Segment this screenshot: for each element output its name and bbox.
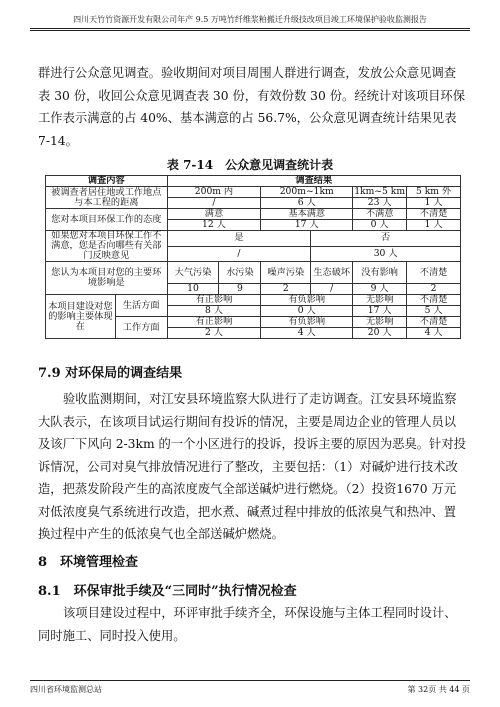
header-rule [30,28,470,29]
row4-val: / [311,284,353,295]
row4-opt: 不清楚 [407,262,461,284]
row5-life-val: 0 人 [261,306,353,317]
row1-label: 被调查者居住地或工作地点与本工程的距离 [46,187,168,209]
row3-val: / [167,246,311,262]
row2-opt: 基本满意 [261,209,353,220]
row5-opt: 不清楚 [407,295,461,306]
row4-opt: 没有影响 [353,262,407,284]
footer-rule [30,680,470,681]
row5-life-val: 17 人 [353,306,407,317]
header-content: 调查内容 [46,176,168,187]
section-7-9-paragraph: 验收监测期间，对江安县环境监察大队进行了走访调查。江安县环境监察大队表示，在该项目试运行期间有投诉的情况，主要是周边企业的管理人员以及该厂下风向 2-3km 的一个小区进行的投诉，投诉主要的原因为恶臭。针对投诉情况，公司对臭气排放情况进行了整改，主要包括：（1）对碱炉进行技术改造，把蒸发阶段产生的高浓度废气全部送碱炉进行燃烧。（2）投资1670 万元对低浓度臭气系统进行改造，把水煮、碱煮过程中排放的低浓臭气和热冲、置换过程中产生的低浓臭气也全部送碱炉燃烧。 [38,392,466,541]
row1-opt: 200m 内 [167,187,261,198]
row2-opt: 满意 [167,209,261,220]
row5-work-val: 4 人 [261,328,353,339]
row5-opt: 有负影响 [261,317,353,328]
row4-opt: 大气污染 [167,262,219,284]
row1-val: 23 人 [353,198,407,209]
row1-opt: 200m~1km [261,187,353,198]
row2-val: 17 人 [261,220,353,231]
row4-val: 10 [167,284,219,295]
row2-val: 0 人 [353,220,407,231]
row5-work-val: 2 人 [167,328,261,339]
row4-opt: 水污染 [219,262,261,284]
row5-work-val: 4 人 [407,328,461,339]
row2-val: 1 人 [407,220,461,231]
row5-life-val: 5 人 [407,306,461,317]
row5-opt: 不清楚 [407,317,461,328]
section-8-1-title: 8.1 环保审批手续及“三同时”执行情况检查 [38,584,297,599]
section-8-1-paragraph: 该项目建设过程中，环评审批手续齐全，环保设施与主体工程同时设计、同时施工、同时投入使用。 [38,606,457,643]
row1-val: / [167,198,261,209]
row5-opt: 有负影响 [261,295,353,306]
row3-val: 30 人 [311,246,461,262]
row2-val: 12 人 [167,220,261,231]
row3-opt: 否 [311,231,461,247]
row4-val: 2 [407,284,461,295]
row2-opt: 不清楚 [407,209,461,220]
row5-opt: 有正影响 [167,295,261,306]
row5-opt: 有正影响 [167,317,261,328]
row4-label: 您认为本项目对您的主要环境影响是 [46,262,168,295]
section-7-9-title: 7.9 对环保局的调查结果 [38,366,183,381]
survey-table [45,175,461,339]
row1-val: 1 人 [407,198,461,209]
row5-opt: 无影响 [353,295,407,306]
row5-sub-work: 工作方面 [115,317,167,339]
intro-paragraph: 群进行公众意见调查。验收期间对项目周围人群进行调查，发放公众意见调查表 30 份，收回公众意见调查表 30 份，有效份数 30 份。经统计对该项目环保工作表示满意的占 40%、基本满意的占 56.7%，公众意见调查统计结果见表 7-14。 [38,66,466,148]
row3-opt: 是 [167,231,311,247]
row4-val: 2 [261,284,311,295]
section-8-title: 8 环境管理检查 [38,555,139,570]
row5-label: 本项目建设对您的影响主要体现在 [46,295,116,339]
row5-life-val: 8 人 [167,306,261,317]
page-number: 第 32页 共 44 页 [407,685,470,694]
row4-val: 9 [219,284,261,295]
row5-sub-life: 生活方面 [115,295,167,317]
row1-val: 6 人 [261,198,353,209]
page-header: 四川天竹竹资源开发有限公司年产 9.5 万吨竹纤维浆粕搬迁升级技改项目竣工环境保护验收监测报告 [73,15,427,24]
header-rule-thin [30,30,470,31]
row2-opt: 不满意 [353,209,407,220]
row1-opt: 1km~5 km [354,186,406,197]
row3-label: 如果您对本项目环保工作不满意，您是否向哪些有关部门反映意见 [46,231,168,262]
row1-opt: 5 km 外 [407,187,461,198]
footer-org: 四川省环境监测总站 [30,685,102,694]
table-title: 表 7-14 公众意见调查统计表 [166,158,334,172]
header-result: 调查结果 [167,176,460,187]
row5-opt: 无影响 [353,317,407,328]
row4-val: 9 人 [353,284,407,295]
row4-opt: 生态破坏 [311,262,353,284]
row4-opt: 噪声污染 [261,262,311,284]
row2-label: 您对本项目环保工作的态度 [46,209,168,231]
row5-work-val: 20 人 [353,328,407,339]
